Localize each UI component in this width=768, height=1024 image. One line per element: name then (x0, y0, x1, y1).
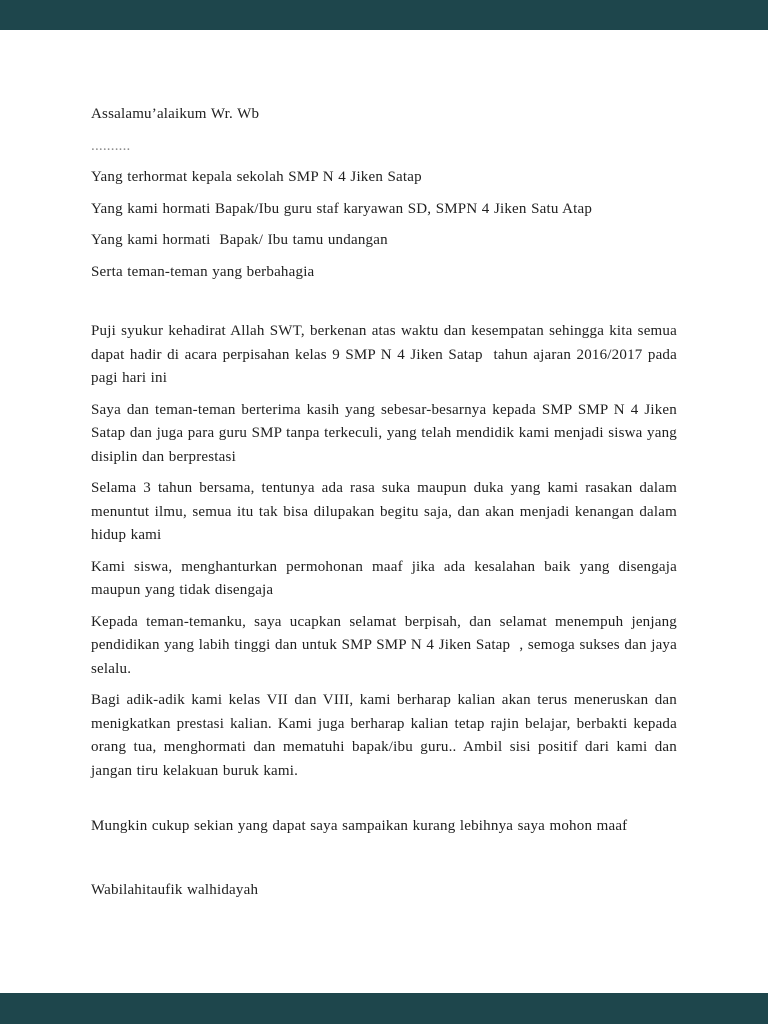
dotted-placeholder: .......... (91, 137, 131, 154)
body-paragraph: Kepada teman-temanku, saya ucapkan selamat berpisah, dan selamat menempuh jenjang pendidikan yang labih tinggi dan untuk SMP SMP N 4 Jiken Satap , semoga sukses dan jaya selalu. (91, 613, 677, 677)
blank-line (91, 292, 677, 320)
body-paragraph: Kami siswa, menghanturkan permohonan maaf jika ada kesalahan baik yang disengaja maupun yang tidak disengaja (91, 558, 677, 598)
salutation-line: Yang kami hormati Bapak/ Ibu tamu undangan (91, 232, 388, 248)
body-paragraph: Puji syukur kehadirat Allah SWT, berkenan atas waktu dan kesempatan sehingga kita semua dapat hadir di acara perpisahan kelas 9 SMP N 4 Jiken Satap tahun ajaran 2016/2017 pada pagi hari ini (91, 323, 677, 386)
blank-line (91, 791, 677, 815)
salutation-line: Serta teman-teman yang berbahagia (91, 263, 315, 280)
salutation-line: Yang kami hormati Bapak/Ibu guru staf karyawan SD, SMPN 4 Jiken Satu Atap (91, 200, 593, 217)
greeting-text: Assalamu’alaikum Wr. Wb (91, 106, 260, 122)
body-paragraph: Selama 3 tahun bersama, tentunya ada rasa suka maupun duka yang kami rasakan dalam menuntut ilmu, semua itu tak bisa dilupakan begitu saja, dan akan menjadi kenangan dalam hidup kami (91, 480, 677, 543)
body-paragraph: Bagi adik-adik kami kelas VII dan VIII, kami berharap kalian akan terus meneruskan dan menigkatkan prestasi kalian. Kami juga berharap kalian tetap rajin belajar, berbakti kepada orang tua, menghormati dan mematuhi bapak/ibu guru.. Ambil sisi positif dari kami dan jangan tiru kelakuan buruk kami. (91, 692, 677, 779)
blank-line (91, 847, 677, 879)
farewell-text: Wabilahitaufik walhidayah (91, 881, 259, 898)
body-paragraph: Saya dan teman-teman berterima kasih yang sebesar-besarnya kepada SMP SMP N 4 Jiken Satap dan juga para guru SMP tanpa terkeculi, yang telah mendidik kami menjadi siswa yang disiplin dan berprestasi (91, 401, 677, 465)
closing-text: Mungkin cukup sekian yang dapat saya sampaikan kurang lebihnya saya mohon maaf (91, 818, 628, 834)
viewer-bottom-bar (0, 993, 768, 1024)
viewer-top-bar (0, 0, 768, 30)
salutation-line: Yang terhormat kepala sekolah SMP N 4 Jiken Satap (91, 169, 422, 185)
